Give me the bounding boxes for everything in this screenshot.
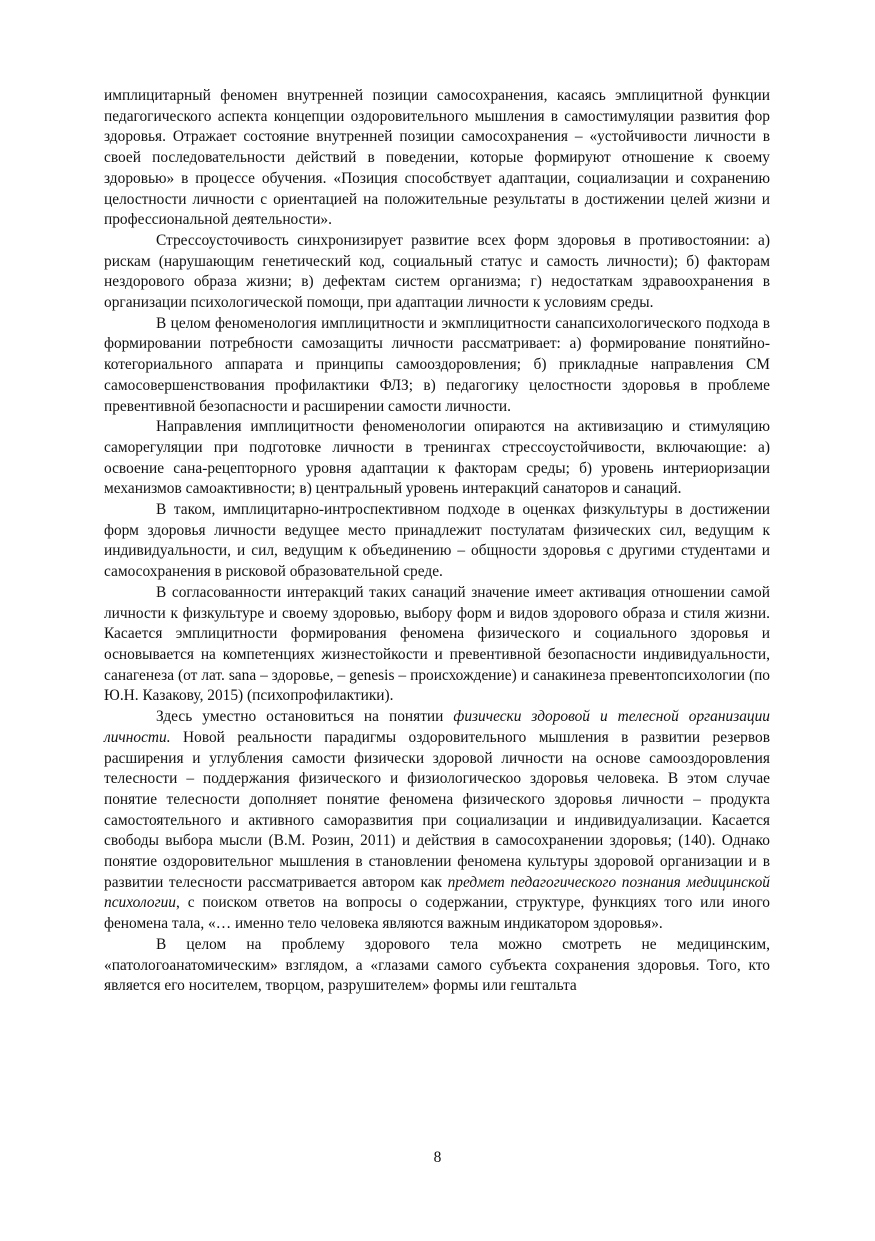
paragraph (104, 231, 770, 314)
paragraph-text: Новой реальности парадигмы оздоровительного мышления в развитии резервов расширения и углубления самости физически здоровой личности на основе самооздоровления телесности – поддержания физического и физиологическоо здоровья человека. В этом случае понятие телесности дополняет понятие феномена физического здоровья личности – продукта самостоятельного и активного саморазвития при социализации и индивидуализации. Касается свободы выбора мысли (В.М. Розин, 2011) и действия в самосохранении здоровья; (140). Однако понятие оздоровительног мышления в становлении феномена культуры здоровой организации и в развитии телесности рассматривается автором как (104, 728, 770, 891)
italic-text: предмет педагогического познания медицинской психологии (104, 873, 770, 912)
paragraph (104, 417, 770, 500)
paragraph (104, 707, 770, 935)
paragraph-text: В целом феноменология имплицитности и экмплицитности санапсихологического подхода в формировании потребности самозащиты личности рассматривает: а) формирование понятийно-котегориального аппарата и принципы самооздоровления; б) прикладные направления СМ самосовершенствования профилактики ФЛЗ; в) педагогику целостности здоровья в проблеме превентивной безопасности и расширении самости личности. (104, 314, 770, 415)
paragraph (104, 86, 770, 231)
paragraph-text: В целом на проблему здорового тела можно смотреть не медицинским, «патологоанатомическим» взглядом, а «глазами самого субъекта сохранения здоровья. Того, кто является его носителем, творцом, разрушителем» формы или гештальта (104, 935, 770, 995)
paragraph-text: Здесь уместно остановиться на понятии (156, 708, 454, 726)
paragraph-text: имплицитарный феномен внутренней позиции самосохранения, касаясь эмплицитной функции педагогического аспекта концепции оздоровительного мышления в самостимуляции развития фор здоровья. Отражает состояние внутренней позиции самосохранения – «устойчивости личности в своей последовательности действий в поведении, которые формируют отношение к своему здоровью» в процессе обучения. «Позиция способствует адаптации, социализации и сохранению целостности личности с ориентацией на положительные результаты в достижении целей жизни и профессиональной деятельности». (104, 87, 770, 229)
paragraph (104, 583, 770, 707)
paragraph (104, 935, 770, 997)
paragraph-text: Направления имплицитности феноменологии опираются на активизацию и стимуляцию саморегуляции при подготовке личности в тренингах стрессоустойчивости, включающие: а) освоение сана-рецепторного уровня адаптации к факторам среды; б) уровень интериоризации механизмов самоактивности; в) центральный уровень интеракций санаторов и санаций. (104, 418, 770, 498)
paragraph-text: В согласованности интеракций таких санаций значение имеет активация отношении самой личности к физкультуре и своему здоровью, выбору форм и видов здорового образа и стиля жизни. Касается эмплицитности формирования феномена физического и социального здоровья и основывается на компетенциях жизнестойкости и превентивной безопасности индивидуальности, санагенеза (от лат. sana – здоровье, – genesis – происхождение) и санакинеза превентопсихологии (по Ю.Н. Казакову, 2015) (психопрофилактики). (104, 583, 770, 705)
paragraph (104, 314, 770, 418)
paragraph-text: , с поиском ответов на вопросы о содержании, структуре, функциях того или иного феномена тала, «… именно тело человека являются важным индикатором здоровья». (104, 894, 770, 933)
paragraph (104, 500, 770, 583)
paragraph-text: В таком, имплицитарно-интроспективном подходе в оценках физкультуры в достижении форм здоровья личности ведущее место принадлежит постулатам физических сил, ведущим к индивидуальности, и сил, ведущим к объединению – общности здоровья с другими студентами и самосохранения в рисковой образовательной среде. (104, 501, 770, 581)
page-number: 8 (433, 1149, 442, 1166)
italic-text: физически здоровой и телесной организации личности. (104, 708, 770, 746)
paragraph-text: Стрессоусточивость синхронизирует развитие всех форм здоровья в противостоянии: а) рискам (нарушающим генетический код, социальный статус и самость личности); б) факторам нездорового образа жизни; в) дефектам систем организма; г) недостаткам здравоохранения в организации психологической помощи, при адаптации личности к условиям среды. (104, 231, 770, 312)
document-body (104, 86, 770, 997)
